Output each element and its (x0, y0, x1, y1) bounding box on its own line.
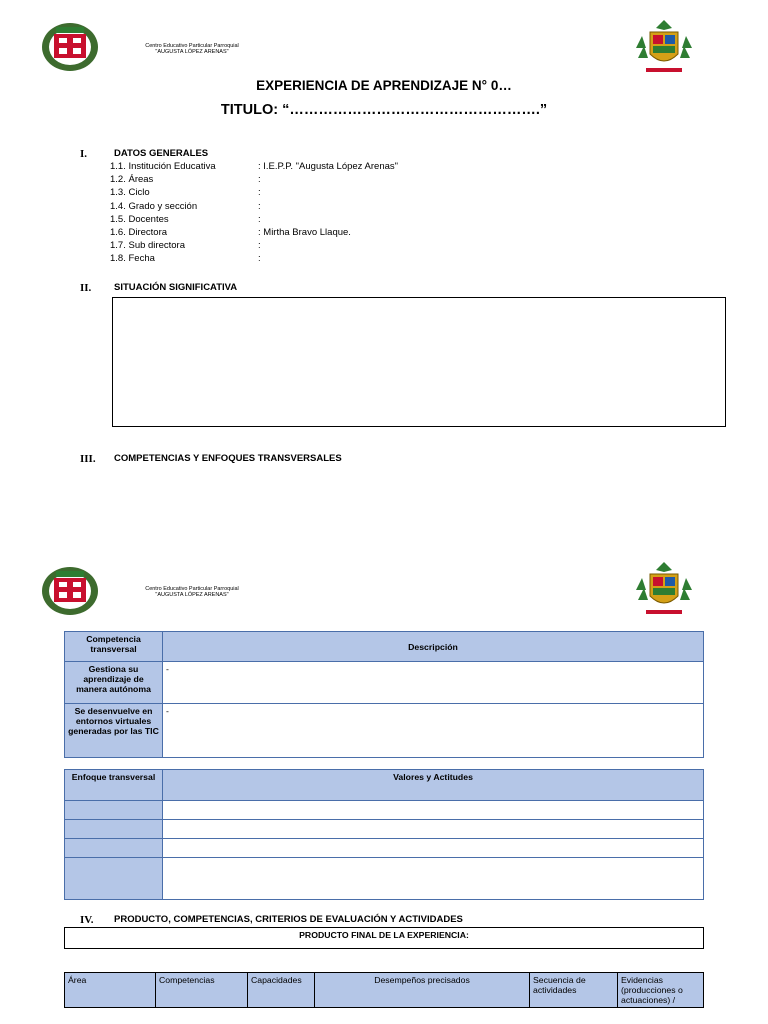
school-crest-logo (40, 20, 100, 72)
datos-value: : I.E.P.P. "Augusta López Arenas" (258, 161, 399, 172)
datos-value: : Mirtha Bravo Llaque. (258, 227, 351, 238)
table-row (65, 662, 704, 704)
competencia-description[interactable]: - (163, 704, 704, 758)
datos-generales-list (110, 160, 530, 270)
bishop-coat-of-arms-logo (632, 18, 696, 78)
header-competencias: Competencias (156, 973, 248, 1008)
school-name (122, 586, 262, 598)
titulo-line: TITULO: “…………………………………………….” (220, 102, 548, 118)
header-descripcion: Descripción (163, 632, 704, 662)
table-header-row (65, 632, 704, 662)
situacion-significativa-box[interactable] (112, 297, 726, 427)
school-crest-logo (40, 564, 100, 616)
section-number-1: I. (80, 148, 88, 160)
header-area: Área (65, 973, 156, 1008)
school-name-line2: "AUGUSTA LÓPEZ ARENAS" (155, 49, 229, 55)
competencias-transversales-table (64, 631, 704, 758)
section-number-3: III. (80, 453, 96, 465)
datos-label: 1.2. Áreas (110, 174, 154, 186)
datos-label: 1.3. Ciclo (110, 187, 150, 199)
enfoque-cell[interactable] (65, 858, 163, 900)
enfoque-cell[interactable] (65, 839, 163, 858)
datos-label: 1.7. Sub directora (110, 240, 185, 252)
header-enfoque-transversal: Enfoque transversal (65, 770, 163, 801)
header-valores-actitudes: Valores y Actitudes (163, 770, 704, 801)
school-name (122, 43, 262, 55)
datos-label: 1.4. Grado y sección (110, 200, 198, 212)
valores-cell[interactable] (163, 801, 704, 820)
section-title-situacion: SITUACIÓN SIGNIFICATIVA (114, 282, 238, 293)
school-name-line2: "AUGUSTA LÓPEZ ARENAS" (155, 592, 229, 598)
producto-competencias-table (64, 972, 704, 1008)
enfoque-cell[interactable] (65, 801, 163, 820)
competencia-name: Gestiona su aprendizaje de manera autónoma (65, 662, 163, 704)
table-row (65, 839, 704, 858)
table-row (65, 820, 704, 839)
school-name-line1: Centro Educativo Particular Parroquial (145, 586, 239, 592)
datos-label: 1.1. Institución Educativa (110, 161, 216, 172)
header-evidencias: Evidencias (producciones o actuaciones) / (618, 973, 704, 1008)
valores-cell[interactable] (163, 858, 704, 900)
header-capacidades: Capacidades (248, 973, 315, 1008)
table-row (65, 801, 704, 820)
competencia-description[interactable]: - (163, 662, 704, 704)
section-title-competencias: COMPETENCIAS Y ENFOQUES TRANSVERSALES (114, 453, 342, 464)
valores-cell[interactable] (163, 820, 704, 839)
experience-title: EXPERIENCIA DE APRENDIZAJE N° 0… (256, 78, 512, 93)
section-number-2: II. (80, 282, 92, 294)
datos-label: 1.8. Fecha (110, 253, 155, 265)
bishop-coat-of-arms-logo (632, 560, 696, 620)
datos-value: : (258, 187, 261, 199)
section-title-producto: PRODUCTO, COMPETENCIAS, CRITERIOS DE EVALUACIÓN Y ACTIVIDADES (114, 914, 463, 925)
header-desempenos: Desempeños precisados (315, 973, 530, 1008)
table-row (65, 704, 704, 758)
enfoque-transversal-table (64, 769, 704, 900)
table-row (65, 858, 704, 900)
table-header-row (65, 770, 704, 801)
datos-value: : (258, 240, 261, 252)
datos-value: : (258, 200, 261, 212)
school-name-line1: Centro Educativo Particular Parroquial (145, 43, 239, 49)
table-header-row (65, 973, 704, 1008)
datos-value: : (258, 253, 261, 265)
header-competencia-transversal: Competencia transversal (65, 632, 163, 662)
valores-cell[interactable] (163, 839, 704, 858)
competencia-name: Se desenvuelve en entornos virtuales generadas por las TIC (65, 704, 163, 758)
enfoque-cell[interactable] (65, 820, 163, 839)
datos-value: : (258, 213, 261, 225)
datos-label: 1.6. Directora (110, 227, 168, 238)
datos-value: : (258, 174, 261, 186)
producto-final-label: PRODUCTO FINAL DE LA EXPERIENCIA: (299, 930, 469, 940)
datos-label: 1.5. Docentes (110, 213, 169, 225)
producto-final-box[interactable] (64, 927, 704, 949)
section-title-datos-generales: DATOS GENERALES (114, 148, 209, 159)
section-number-4: IV. (80, 914, 94, 926)
header-secuencia: Secuencia de actividades (530, 973, 618, 1008)
